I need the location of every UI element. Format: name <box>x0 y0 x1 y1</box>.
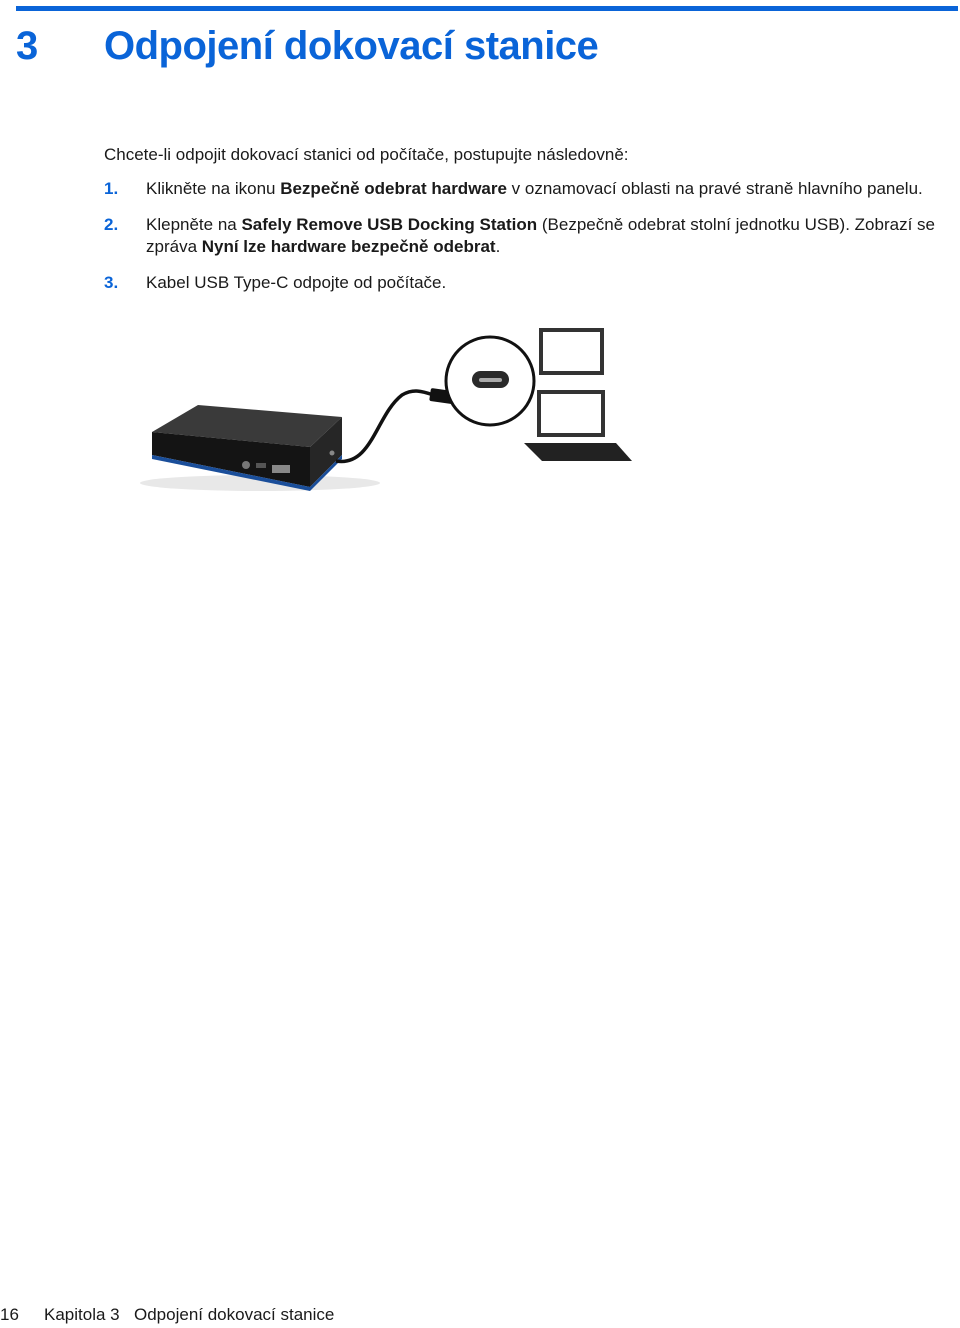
monitor-icon <box>541 330 602 373</box>
step-text: (Bezpečně odebrat stolní jednotku USB). Zobrazí se zpráva <box>146 215 935 256</box>
step-text: Klikněte na ikonu <box>146 179 281 198</box>
step-number: 3. <box>104 273 119 292</box>
chapter-number: 3 <box>16 24 39 68</box>
step-text: . <box>495 237 501 256</box>
usb-c-cable <box>336 391 440 461</box>
chapter-top-rule <box>16 6 958 11</box>
ui-term: Safely Remove USB Docking Station <box>241 215 538 234</box>
page-number: 16 <box>0 1305 19 1324</box>
step-number: 1. <box>104 179 119 198</box>
step-number: 2. <box>104 215 119 234</box>
step-text: v oznamovací oblasti na pravé straně hlavního panelu. <box>506 179 923 198</box>
step-2 <box>104 214 944 258</box>
footer-chapter-label: Kapitola 3 <box>44 1305 120 1324</box>
intro-text: Chcete-li odpojit dokovací stanici od počítače, postupujte následovně: <box>104 145 629 164</box>
chapter-title: Odpojení dokovací stanice <box>104 24 599 68</box>
steps-list <box>104 178 944 308</box>
message-text: Nyní lze hardware bezpečně odebrat <box>201 237 496 256</box>
laptop-icon <box>524 392 632 461</box>
step-text: Kabel USB Type-C odpojte od počítače. <box>146 273 447 292</box>
docking-station-illustration <box>140 325 640 495</box>
step-3 <box>104 272 944 294</box>
footer-chapter-title: Odpojení dokovací stanice <box>134 1305 335 1324</box>
step-1 <box>104 178 944 200</box>
step-text: Klepněte na <box>146 215 242 234</box>
ui-term: Bezpečně odebrat hardware <box>280 179 507 198</box>
